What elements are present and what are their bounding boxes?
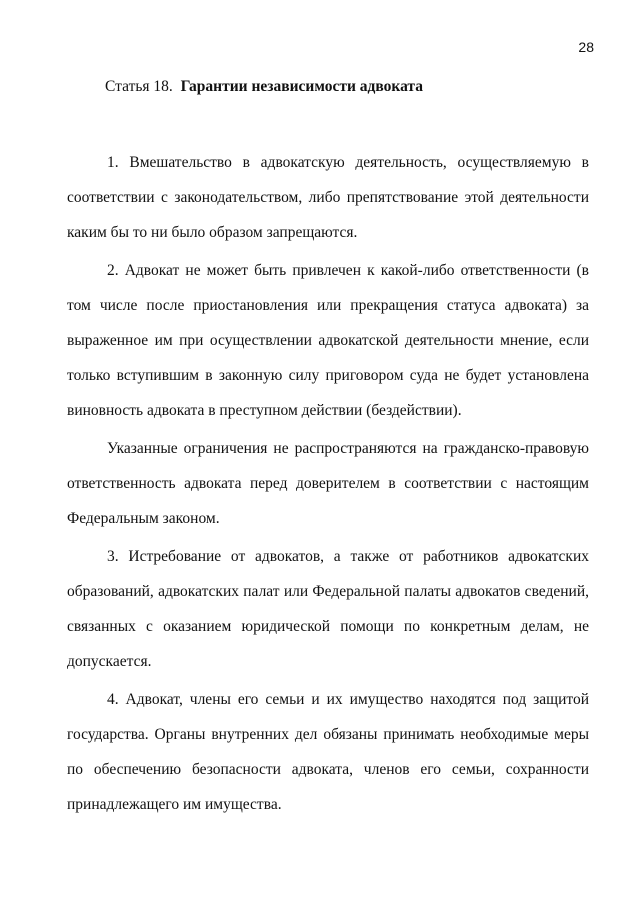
article-label: Статья 18. [105,78,173,95]
article-title: Гарантии независимости адвоката [180,78,423,95]
paragraph-1: 1. Вмешательство в адвокатскую деятельность, осуществляемую в соответствии с законодательством, либо препятствование этой деятельности каким бы то ни было образом запрещаются. [67,154,589,241]
page-number: 28 [578,39,594,55]
paragraph-3: 3. Истребование от адвокатов, а также от работников адвокатских образований, адвокатских палат или Федеральной палаты адвокатов сведений, связанных с оказанием юридической помощи по конкретным делам, не допускается. [67,548,589,670]
article-body [67,145,589,822]
article-heading [105,78,423,96]
paragraph-2-note: Указанные ограничения не распространяются на гражданско-правовую ответственность адвоката перед доверителем в соответствии с настоящим Федеральным законом. [67,440,589,527]
paragraph-4: 4. Адвокат, члены его семьи и их имущество находятся под защитой государства. Органы внутренних дел обязаны принимать необходимые меры по обеспечению безопасности адвоката, членов его семьи, сохранности принадлежащего им имущества. [67,691,589,813]
paragraph-2: 2. Адвокат не может быть привлечен к какой-либо ответственности (в том числе после приостановления или прекращения статуса адвоката) за выраженное им при осуществлении адвокатской деятельности мнение, если только вступившим в законную силу приговором суда не будет установлена виновность адвоката в преступном действии (бездействии). [67,262,589,419]
